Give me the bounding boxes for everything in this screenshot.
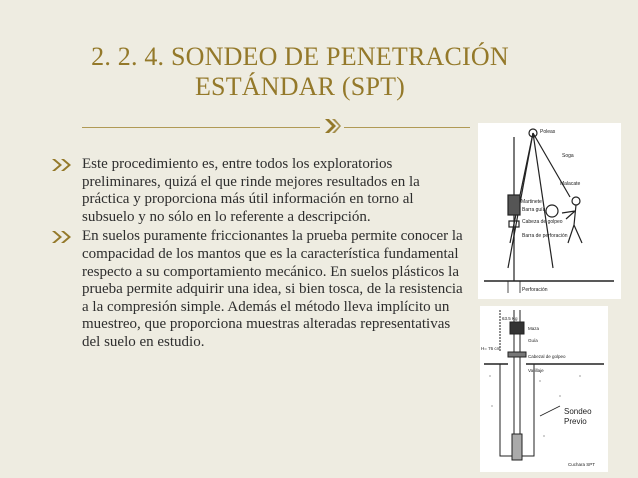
label-soga: Soga bbox=[562, 153, 574, 159]
label-sondeo: Sondeo bbox=[564, 407, 592, 416]
label-malacate: Malacate bbox=[560, 181, 581, 187]
label-cuchara: Cuchara SPT bbox=[568, 462, 596, 467]
bullet-icon bbox=[50, 157, 76, 173]
bullet-list bbox=[48, 156, 464, 354]
slide-title bbox=[60, 42, 540, 102]
spt-rig-illustration bbox=[478, 123, 621, 299]
title-divider-left bbox=[82, 127, 320, 128]
label-altura: H= 76 cm bbox=[481, 346, 501, 351]
label-varillaje: Varillaje bbox=[528, 368, 544, 373]
label-cabezal: Cabezal de golpeo bbox=[528, 354, 566, 359]
spt-borehole-schematic bbox=[480, 306, 608, 472]
label-cabeza-golpeo: Cabeza de golpeo bbox=[522, 219, 563, 225]
bullet-text: En suelos puramente friccionantes la prueba permite conocer la compacidad de los mantos que es la característica fundamental respecto a su comportamiento mecánico. En suelos plásticos la prueba permite adquirir una idea, si bien tosca, de la resistencia a la compresión simple. Además el método lleva implícito un muestreo, que proporciona muestras alteradas representativas del suelo en estudio. bbox=[82, 228, 463, 350]
title-line-1: 2. 2. 4. SONDEO DE PENETRACIÓN bbox=[91, 42, 509, 71]
title-line-2: ESTÁNDAR (SPT) bbox=[194, 72, 406, 101]
label-peso: 63.5 Kg bbox=[502, 316, 518, 321]
label-previo: Previo bbox=[564, 417, 587, 426]
bullet-icon bbox=[50, 229, 76, 245]
label-perforacion: Perforación bbox=[522, 287, 548, 293]
label-barra-perforacion: Barra de perforación bbox=[522, 233, 568, 239]
bullet-item bbox=[48, 228, 464, 351]
label-martinete: Martinete bbox=[521, 199, 542, 205]
label-barra-guia: Barra guía bbox=[522, 207, 546, 213]
label-maza: Maza bbox=[528, 326, 540, 331]
label-guia: Guía bbox=[528, 338, 538, 343]
label-poleas: Poleas bbox=[540, 129, 556, 135]
bullet-text: Este procedimiento es, entre todos los exploratorios preliminares, quizá el que rinde mejores resultados en la práctica y proporciona más útil información en torno al subsuelo y no sólo en lo referente a descripción. bbox=[82, 156, 420, 225]
bullet-item bbox=[48, 156, 464, 226]
title-divider-right bbox=[344, 127, 470, 128]
ornament-icon bbox=[320, 115, 344, 139]
